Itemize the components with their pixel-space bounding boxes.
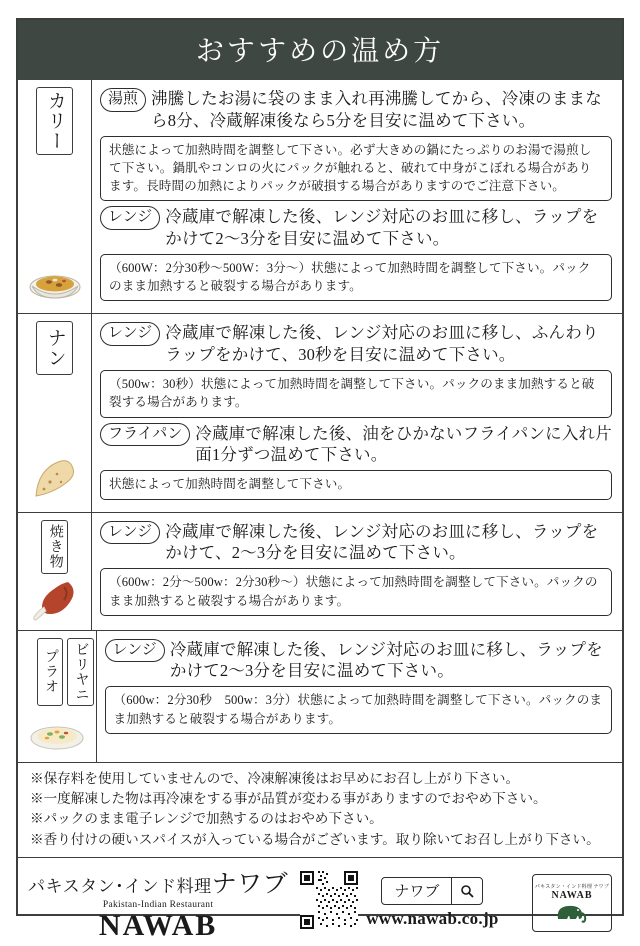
instructions-biryani xyxy=(97,631,622,762)
instructions-naan xyxy=(92,314,622,511)
instruction-note: （600w：2分～500w：2分30秒～）状態によって加熱時間を調整して下さい。パックのまま加熱すると破裂する場合があります。 xyxy=(100,568,612,615)
instruction-text: 冷蔵庫で解凍した後、レンジ対応のお皿に移し、ラップをかけて2～3分を目安に温めて下さい。 xyxy=(169,639,603,681)
flyer-sheet xyxy=(16,18,624,943)
caution-line: ※一度解凍した物は再冷凍をする事が品質が変わる事がありますのでおやめ下さい。 xyxy=(30,790,547,806)
instruction-item xyxy=(100,423,612,467)
category-label-pulao: プラオ xyxy=(37,638,64,706)
instructions-grilled xyxy=(92,513,622,630)
instruction-item xyxy=(100,322,612,366)
category-label-biryani: ビリヤニ xyxy=(67,638,94,706)
category-label-grilled: 焼き物 xyxy=(41,520,68,574)
category-cell-grilled xyxy=(18,513,92,630)
brand-jp-name: ナワブ xyxy=(211,871,289,899)
brand-english-subtitle: Pakistan-Indian Restaurant xyxy=(102,900,214,911)
instruction-text: 冷蔵庫で解凍した後、レンジ対応のお皿に移し、ラップをかけて2～3分を目安に温めて下さい。 xyxy=(165,207,599,249)
caution-line: ※保存料を使用していませんので、冷凍解凍後はお早めにお召し上がり下さい。 xyxy=(30,770,520,786)
instruction-note: 状態によって加熱時間を調整して下さい。 xyxy=(100,470,612,499)
footer xyxy=(18,858,622,946)
qr-code[interactable] xyxy=(300,871,358,934)
category-label-curry: カリー xyxy=(36,87,72,155)
category-cell-biryani xyxy=(18,631,97,762)
curry-bowl-icon xyxy=(24,257,86,305)
naan-bread-icon xyxy=(24,456,86,504)
magnifier-icon[interactable] xyxy=(451,878,482,904)
cautions-block xyxy=(18,763,622,859)
method-tag: レンジ xyxy=(100,322,160,346)
category-cell-curry xyxy=(18,80,92,313)
elephant-icon xyxy=(552,901,592,923)
website-search-block xyxy=(366,877,499,929)
brand-japanese xyxy=(28,864,288,900)
tandoori-chicken-icon xyxy=(24,574,86,622)
brand-jp-prefix: パキスタン･インド料理 xyxy=(28,877,212,897)
instruction-item xyxy=(100,521,612,565)
instruction-note: 状態によって加熱時間を調整して下さい。必ず大きめの鍋にたっぷりのお湯で湯煎して下さい。鍋肌やコンロの火にパックが触れると、破れて中身がこぼれる場合があります。長時間の加熱によりパックが破損する場合がありますのでご注意下さい。 xyxy=(100,136,612,201)
brand-english-name: NAWAB xyxy=(98,909,218,943)
badge-tiny-text: パキスタン・インド料理 ナワブ xyxy=(534,884,610,890)
category-label-naan: ナン xyxy=(36,321,72,375)
biryani-plate-icon xyxy=(26,706,88,754)
method-tag: フライパン xyxy=(100,423,190,447)
caution-line: ※香り付けの硬いスパイスが入っている場合がございます。取り除いてお召し上がり下さい。 xyxy=(30,831,600,847)
search-input[interactable]: ナワブ xyxy=(394,884,440,901)
restaurant-logo-badge xyxy=(532,874,612,932)
badge-name: NAWAB xyxy=(551,889,593,901)
section-curry xyxy=(18,80,622,314)
instruction-text: 冷蔵庫で解凍した後、レンジ対応のお皿に移し、ふんわりラップをかけて、30秒を目安に温めて下さい。 xyxy=(165,323,599,365)
instruction-text: 沸騰したお湯に袋のまま入れ再沸騰してから、冷凍のままなら8分、冷蔵解凍後なら5分を目安に温めて下さい。 xyxy=(151,89,602,130)
method-tag: 湯煎 xyxy=(100,88,146,112)
instruction-note: （600W：2分30秒～500W：3分～）状態によって加熱時間を調整して下さい。パックのまま加熱すると破裂する場合があります。 xyxy=(100,254,612,301)
instruction-note: （600w：2分30秒 500w：3分）状態によって加熱時間を調整して下さい。パックのまま加熱すると破裂する場合があります。 xyxy=(105,686,612,733)
instruction-item xyxy=(100,206,612,250)
instruction-text: 冷蔵庫で解凍した後、油をひかないフライパンに入れ片面1分ずつ温めて下さい。 xyxy=(195,423,612,465)
instruction-item xyxy=(100,88,612,132)
instruction-text: 冷蔵庫で解凍した後、レンジ対応のお皿に移し、ラップをかけて、2～3分を目安に温めて下さい。 xyxy=(165,521,599,563)
method-tag: レンジ xyxy=(100,206,160,230)
category-cell-naan xyxy=(18,314,92,511)
instruction-sections xyxy=(18,80,622,763)
search-box[interactable] xyxy=(381,877,483,905)
section-biryani xyxy=(18,631,622,763)
method-tag: レンジ xyxy=(105,639,165,663)
method-tag: レンジ xyxy=(100,521,160,545)
section-naan xyxy=(18,314,622,512)
website-url[interactable]: www.nawab.co.jp xyxy=(366,908,499,928)
instructions-curry xyxy=(92,80,622,313)
section-grilled xyxy=(18,513,622,631)
instruction-note: （500w：30秒）状態によって加熱時間を調整して下さい。パックのまま加熱すると破裂する場合があります。 xyxy=(100,370,612,417)
instruction-item xyxy=(105,639,612,683)
page-title: おすすめの温め方 xyxy=(18,20,622,80)
caution-line: ※パックのまま電子レンジで加熱するのはおやめ下さい。 xyxy=(30,811,383,827)
